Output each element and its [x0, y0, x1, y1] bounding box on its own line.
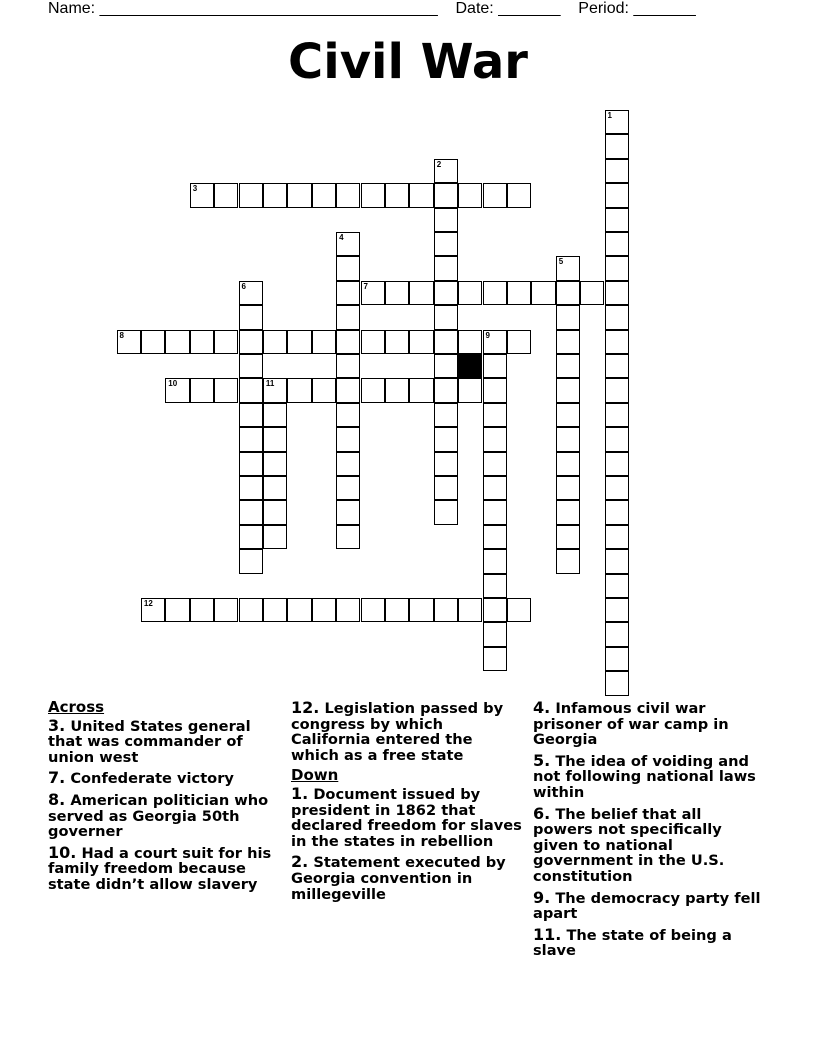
grid-cell[interactable]: [336, 305, 360, 329]
clue-number-label: 12: [143, 599, 153, 608]
clue-number-label: 11: [265, 379, 275, 389]
grid-cell[interactable]: [507, 330, 531, 354]
grid-cell[interactable]: [361, 598, 385, 622]
grid-cell[interactable]: [263, 598, 287, 622]
grid-cell[interactable]: [483, 574, 507, 598]
grid-cell[interactable]: [361, 281, 385, 305]
page-title: Civil War: [288, 34, 528, 90]
grid-cell[interactable]: [190, 183, 214, 207]
grid-cell[interactable]: [263, 427, 287, 451]
grid-cell[interactable]: [605, 622, 629, 646]
grid-cell[interactable]: [434, 500, 458, 524]
grid-cell[interactable]: [336, 183, 360, 207]
black-square: [458, 354, 482, 378]
clue-down-9: 9. The democracy party fell apart: [533, 887, 761, 923]
grid-cell[interactable]: [214, 378, 238, 402]
grid-cell[interactable]: [239, 281, 263, 305]
grid-cell[interactable]: [483, 403, 507, 427]
grid-cell[interactable]: [190, 330, 214, 354]
grid-cell[interactable]: [336, 378, 360, 402]
grid-cell[interactable]: [336, 330, 360, 354]
clue-down-2: 2. Statement executed by Georgia convention in millegeville: [291, 852, 506, 903]
grid-cell[interactable]: [336, 427, 360, 451]
grid-cell[interactable]: [117, 330, 141, 354]
grid-cell[interactable]: [556, 403, 580, 427]
grid-cell[interactable]: [483, 622, 507, 646]
grid-cell[interactable]: [287, 598, 311, 622]
grid-cell[interactable]: [385, 281, 409, 305]
grid-cell[interactable]: [605, 232, 629, 256]
grid-cell[interactable]: [434, 305, 458, 329]
grid-cell[interactable]: [336, 232, 360, 256]
grid-cell[interactable]: [605, 647, 629, 671]
grid-cell[interactable]: [287, 378, 311, 402]
clue-number-label: 5: [558, 257, 564, 267]
grid-cell[interactable]: [434, 330, 458, 354]
grid-cell[interactable]: [556, 256, 580, 280]
period-line[interactable]: _______: [633, 0, 696, 17]
grid-cell[interactable]: [239, 598, 263, 622]
grid-cell[interactable]: [605, 378, 629, 402]
grid-cell[interactable]: [434, 378, 458, 402]
grid-cell[interactable]: [165, 330, 189, 354]
grid-cell[interactable]: [483, 476, 507, 500]
grid-cell[interactable]: [507, 183, 531, 207]
grid-cell[interactable]: [263, 500, 287, 524]
grid-cell[interactable]: [556, 354, 580, 378]
clue-number-label: 4: [339, 233, 344, 242]
down-heading: Down: [291, 766, 339, 785]
grid-cell[interactable]: [287, 330, 311, 354]
clue-down-5: 5. The idea of voiding and not following national laws within: [533, 750, 756, 801]
grid-cell[interactable]: [336, 598, 360, 622]
grid-cell[interactable]: [556, 525, 580, 549]
grid-cell[interactable]: [605, 305, 629, 329]
grid-cell[interactable]: [361, 330, 385, 354]
grid-cell[interactable]: [556, 500, 580, 524]
grid-cell[interactable]: [605, 354, 629, 378]
grid-cell[interactable]: [239, 330, 263, 354]
grid-cell[interactable]: [434, 354, 458, 378]
grid-cell[interactable]: [239, 305, 263, 329]
grid-cell[interactable]: [385, 378, 409, 402]
clue-number-label: 7: [363, 281, 368, 291]
grid-cell[interactable]: [556, 452, 580, 476]
grid-cell[interactable]: [483, 427, 507, 451]
grid-cell[interactable]: [434, 183, 458, 207]
grid-cell[interactable]: [483, 647, 507, 671]
grid-cell[interactable]: [336, 476, 360, 500]
grid-cell[interactable]: [409, 598, 433, 622]
grid-cell[interactable]: [239, 354, 263, 378]
grid-cell[interactable]: [336, 281, 360, 305]
grid-cell[interactable]: [507, 281, 531, 305]
grid-cell[interactable]: [409, 281, 433, 305]
grid-cell[interactable]: [556, 281, 580, 305]
grid-cell[interactable]: [434, 256, 458, 280]
grid-cell[interactable]: [434, 476, 458, 500]
grid-cell[interactable]: [556, 549, 580, 573]
grid-cell[interactable]: [239, 549, 263, 573]
grid-cell[interactable]: [605, 256, 629, 280]
clue-column-2: [291, 700, 523, 907]
grid-cell[interactable]: [458, 183, 482, 207]
grid-cell[interactable]: [434, 452, 458, 476]
grid-cell[interactable]: [605, 403, 629, 427]
grid-cell[interactable]: [361, 183, 385, 207]
grid-cell[interactable]: [336, 452, 360, 476]
grid-cell[interactable]: [239, 500, 263, 524]
grid-cell[interactable]: [434, 427, 458, 451]
clue-across-8: 8. American politician who served as Georgia 50th governer: [48, 789, 269, 841]
grid-cell[interactable]: [336, 354, 360, 378]
grid-cell[interactable]: [531, 281, 555, 305]
grid-cell[interactable]: [312, 330, 336, 354]
grid-cell[interactable]: [605, 500, 629, 524]
grid-cell[interactable]: [165, 378, 189, 402]
grid-cell[interactable]: [409, 330, 433, 354]
clue-number-label: 1: [607, 111, 612, 120]
across-heading: Across: [48, 698, 105, 716]
grid-cell[interactable]: [458, 330, 482, 354]
date-label: Date:: [455, 0, 494, 17]
grid-cell[interactable]: [287, 183, 311, 207]
clue-down-6: 6. The belief that all powers not specifically given to national government in the U.S. constitution: [533, 803, 725, 885]
grid-cell[interactable]: [312, 598, 336, 622]
clue-down-1: 1. Document issued by president in 1862 that declared freedom for slaves in the states in rebellion: [291, 783, 522, 850]
clue-column-1: [48, 700, 280, 898]
grid-cell[interactable]: [458, 598, 482, 622]
grid-cell[interactable]: [605, 671, 629, 695]
grid-cell[interactable]: [312, 378, 336, 402]
grid-cell[interactable]: [385, 183, 409, 207]
grid-cell[interactable]: [336, 256, 360, 280]
grid-cell[interactable]: [141, 330, 165, 354]
grid-cell[interactable]: [483, 183, 507, 207]
grid-cell[interactable]: [239, 403, 263, 427]
grid-cell[interactable]: [483, 378, 507, 402]
grid-cell[interactable]: [141, 598, 165, 622]
grid-cell[interactable]: [556, 427, 580, 451]
grid-cell[interactable]: [434, 598, 458, 622]
grid-cell[interactable]: [580, 281, 604, 305]
grid-cell[interactable]: [605, 159, 629, 183]
grid-cell[interactable]: [409, 378, 433, 402]
grid-cell[interactable]: [434, 232, 458, 256]
grid-cell[interactable]: [239, 427, 263, 451]
grid-cell[interactable]: [605, 525, 629, 549]
grid-cell[interactable]: [556, 378, 580, 402]
grid-cell[interactable]: [214, 330, 238, 354]
grid-cell[interactable]: [605, 134, 629, 158]
grid-cell[interactable]: [434, 281, 458, 305]
grid-cell[interactable]: [190, 378, 214, 402]
grid-cell[interactable]: [263, 330, 287, 354]
clue-number-label: 9: [485, 330, 490, 340]
grid-cell[interactable]: [556, 476, 580, 500]
grid-cell[interactable]: [605, 549, 629, 573]
grid-cell[interactable]: [263, 476, 287, 500]
grid-cell[interactable]: [263, 403, 287, 427]
grid-cell[interactable]: [385, 330, 409, 354]
grid-cell[interactable]: [214, 598, 238, 622]
grid-cell[interactable]: [361, 378, 385, 402]
grid-cell[interactable]: [263, 525, 287, 549]
grid-cell[interactable]: [434, 208, 458, 232]
grid-cell[interactable]: [605, 574, 629, 598]
grid-cell[interactable]: [263, 452, 287, 476]
grid-cell[interactable]: [336, 500, 360, 524]
name-label: Name:: [48, 0, 96, 17]
grid-cell[interactable]: [434, 403, 458, 427]
grid-cell[interactable]: [239, 525, 263, 549]
grid-cell[interactable]: [605, 281, 629, 305]
grid-cell[interactable]: [312, 183, 336, 207]
grid-cell[interactable]: [483, 525, 507, 549]
grid-cell[interactable]: [239, 476, 263, 500]
grid-cell[interactable]: [605, 476, 629, 500]
grid-cell[interactable]: [605, 598, 629, 622]
clue-column-3: [533, 700, 765, 964]
clue-number-label: 10: [168, 379, 178, 389]
grid-cell[interactable]: [507, 598, 531, 622]
clue-across-3: 3. United States general that was commander of union west: [48, 715, 251, 766]
grid-cell[interactable]: [556, 305, 580, 329]
grid-cell[interactable]: [605, 427, 629, 451]
clue-across-7: 7. Confederate victory: [48, 768, 234, 788]
grid-cell[interactable]: [483, 598, 507, 622]
grid-cell[interactable]: [483, 281, 507, 305]
period-label: Period:: [578, 0, 629, 17]
grid-cell[interactable]: [434, 159, 458, 183]
grid-cell[interactable]: [605, 452, 629, 476]
grid-cell[interactable]: [409, 183, 433, 207]
grid-cell[interactable]: [483, 330, 507, 354]
grid-cell[interactable]: [556, 330, 580, 354]
clue-across-10: 10. Had a court suit for his family freedom because state didn’t allow slavery: [48, 842, 272, 893]
grid-cell[interactable]: [483, 354, 507, 378]
grid-cell[interactable]: [239, 378, 263, 402]
grid-cell[interactable]: [458, 378, 482, 402]
grid-cell[interactable]: [336, 403, 360, 427]
grid-cell[interactable]: [605, 183, 629, 207]
grid-cell[interactable]: [165, 598, 189, 622]
grid-cell[interactable]: [605, 208, 629, 232]
name-line[interactable]: ______________________________________: [99, 0, 438, 17]
clue-down-11: 11. The state of being a slave: [533, 924, 732, 960]
clue-number-label: 3: [192, 184, 198, 194]
grid-cell[interactable]: [605, 110, 629, 134]
grid-cell[interactable]: [458, 281, 482, 305]
clue-number-label: 8: [119, 330, 124, 340]
clue-down-4: 4. Infamous civil war prisoner of war camp in Georgia: [533, 698, 729, 749]
clue-across-12: 12. Legislation passed by congress by which California entered the which as a free state: [291, 698, 504, 764]
grid-cell[interactable]: [214, 183, 238, 207]
grid-cell[interactable]: [385, 598, 409, 622]
grid-cell[interactable]: [190, 598, 214, 622]
grid-cell[interactable]: [483, 549, 507, 573]
date-line[interactable]: _______: [498, 0, 561, 17]
grid-cell[interactable]: [483, 452, 507, 476]
grid-cell[interactable]: [239, 452, 263, 476]
grid-cell[interactable]: [336, 525, 360, 549]
clue-number-label: 2: [436, 159, 442, 169]
grid-cell[interactable]: [605, 330, 629, 354]
grid-cell[interactable]: [263, 378, 287, 402]
grid-cell[interactable]: [483, 500, 507, 524]
grid-cell[interactable]: [263, 183, 287, 207]
clue-number-label: 6: [241, 281, 246, 291]
grid-cell[interactable]: [239, 183, 263, 207]
